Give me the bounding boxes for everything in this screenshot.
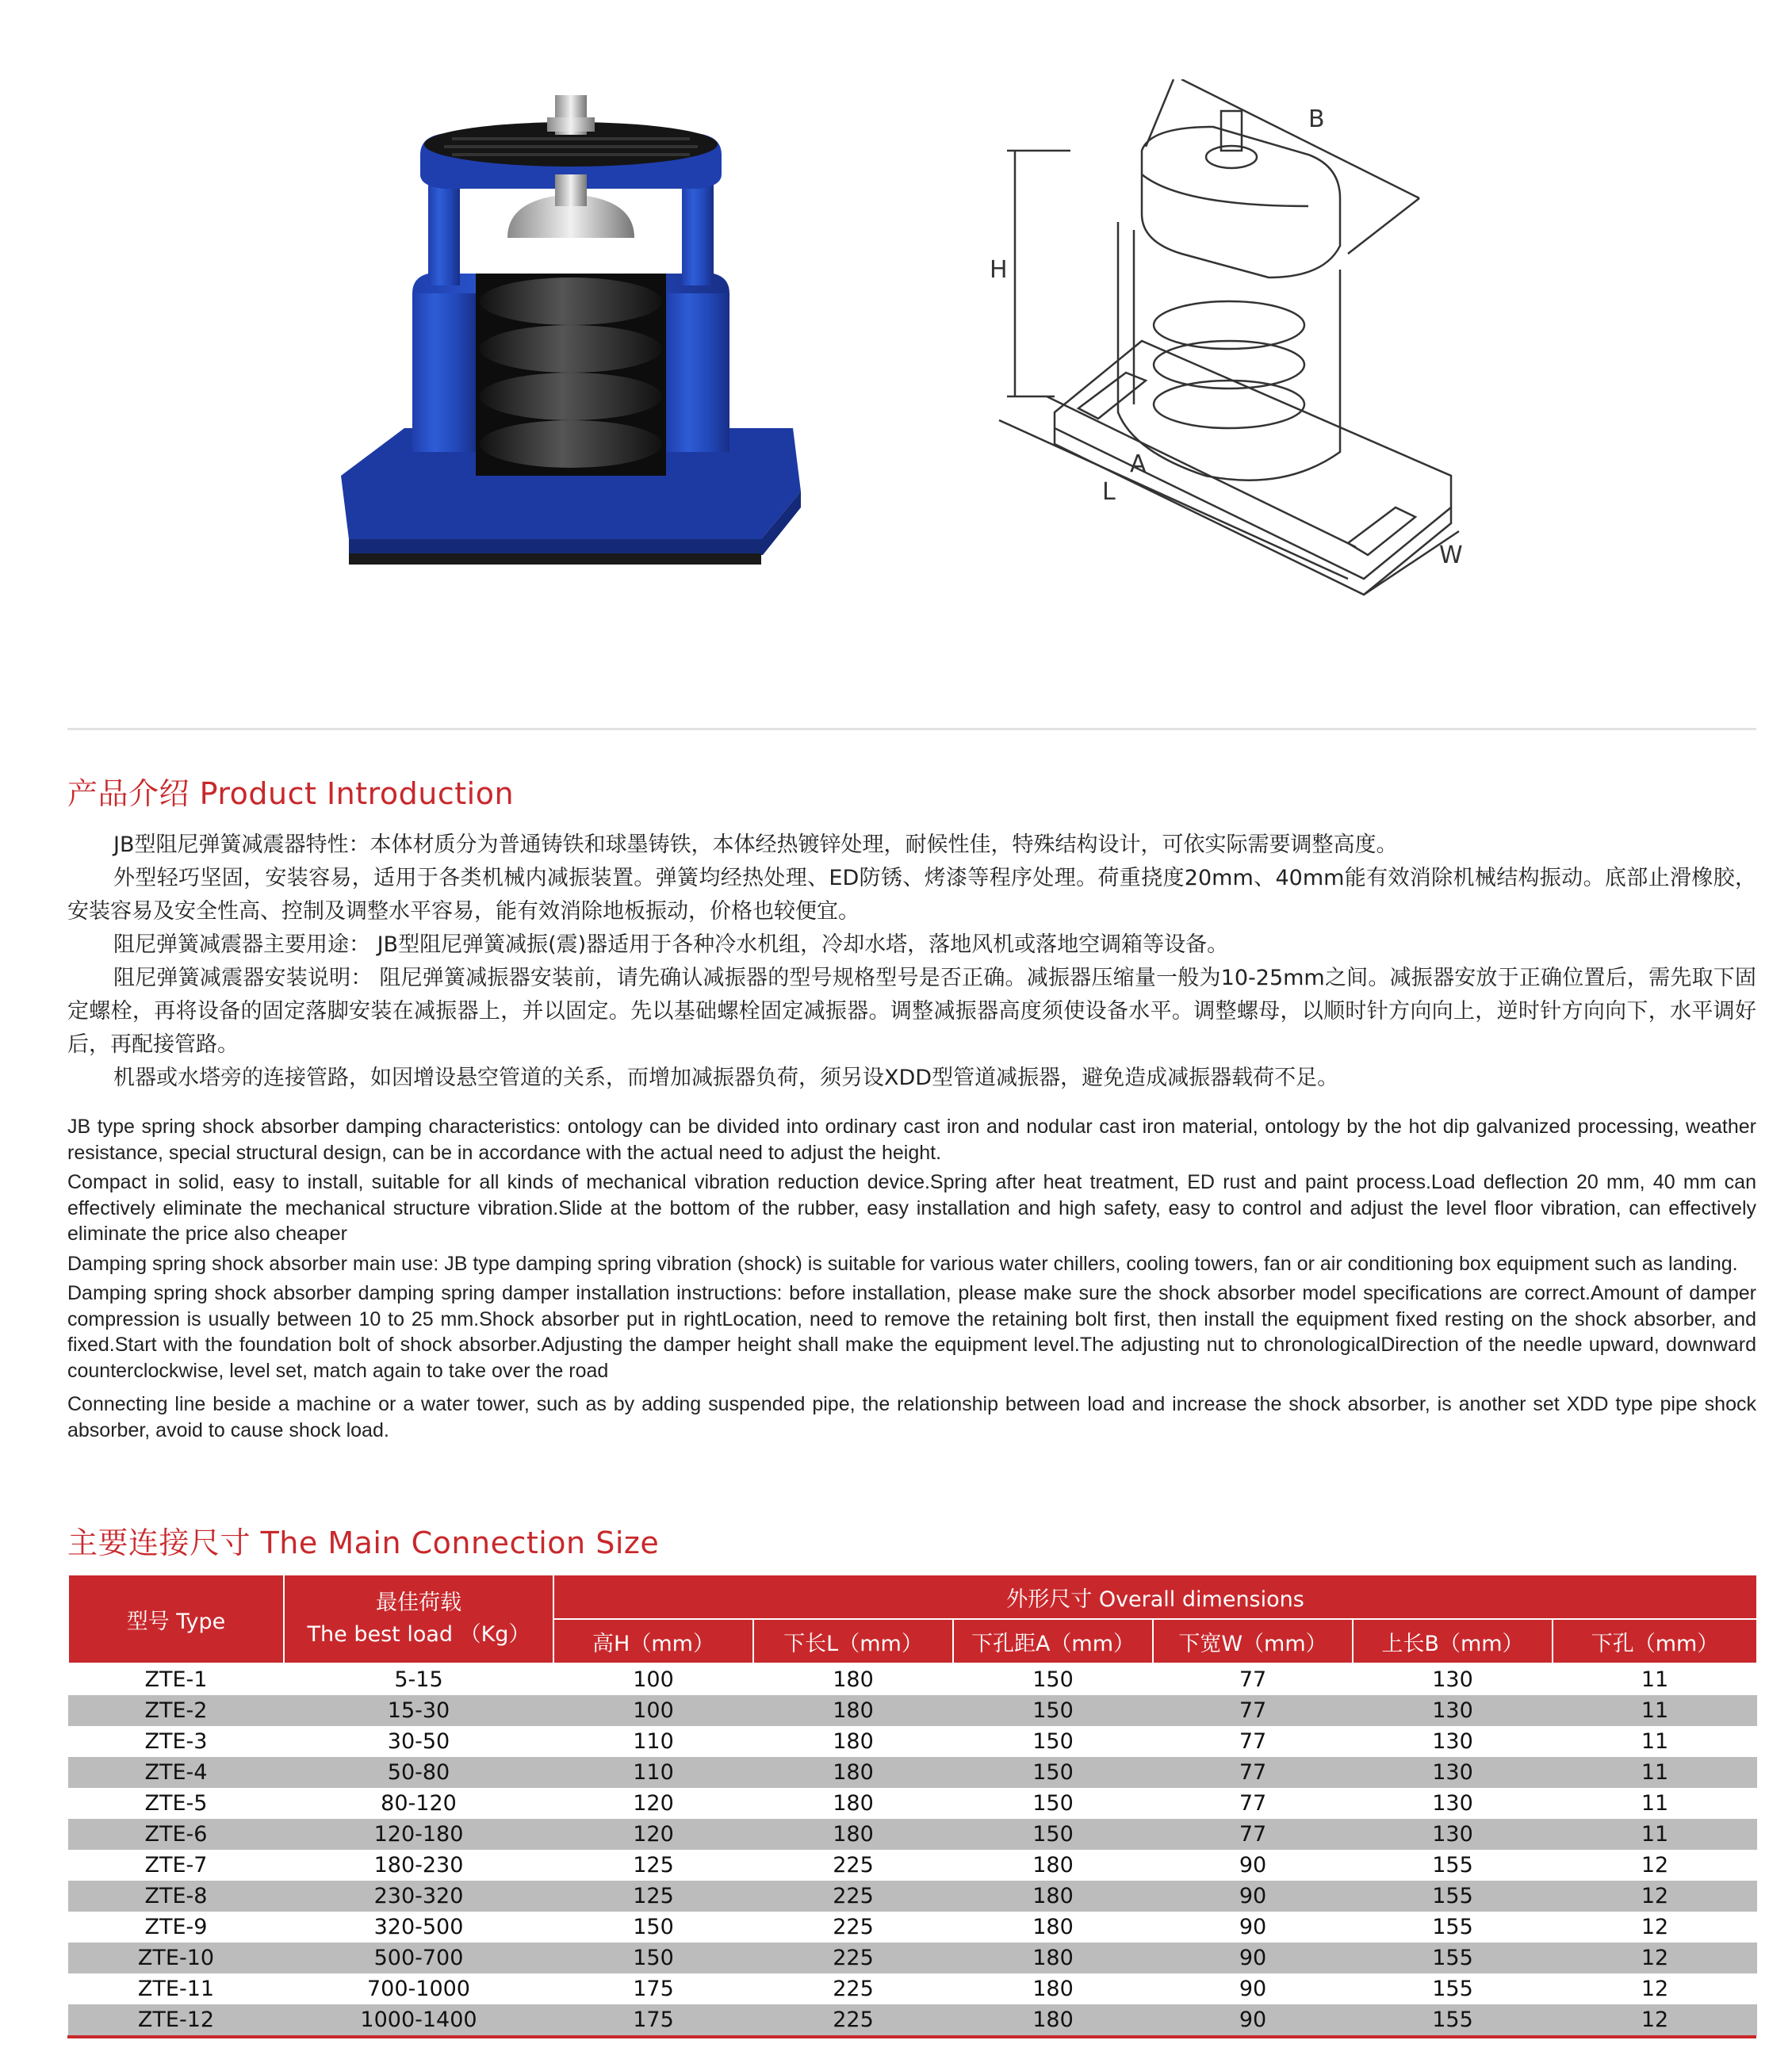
size-heading: 主要连接尺寸 The Main Connection Size [67,1525,660,1560]
cell-height: 120 [553,1819,753,1850]
header-lower-length: 下长L（mm） [753,1619,953,1663]
cell-type: ZTE-8 [68,1881,284,1912]
table-row [68,1726,1757,1757]
cell-hole-spacing: 150 [953,1757,1153,1788]
cell-height: 110 [553,1757,753,1788]
cell-lower-length: 225 [753,2004,953,2035]
table-row [68,1788,1757,1819]
cell-lower-width: 90 [1153,1973,1353,2004]
cell-hole-spacing: 150 [953,1788,1153,1819]
cell-type: ZTE-11 [68,1973,284,2004]
cell-hole-spacing: 150 [953,1695,1153,1726]
product-photo [317,79,825,571]
cell-lower-width: 77 [1153,1695,1353,1726]
en-paragraph: Connecting line beside a machine or a water tower, such as by adding suspended pipe, the relationship between load and increase the shock absorber, is another set XDD type pipe shock absorber, avoid to cause shock load. [67,1393,1756,1441]
table-row [68,1850,1757,1881]
table-row [68,2004,1757,2035]
cell-type: ZTE-7 [68,1850,284,1881]
en-paragraph: Compact in solid, easy to install, suitable for all kinds of mechanical vibration reduction device.Spring after heat treatment, ED rust and paint process.Load deflection 20 mm, 40 mm can effectively eliminate the mechanical structure vibration.Slide at the bottom of the rubber, easy installation and high safety, easy to control and adjust the level floor vibration, can effectively eliminate the price also cheaper [67,1171,1756,1245]
cell-upper-length: 155 [1353,1943,1553,1973]
cell-height: 175 [553,2004,753,2035]
cell-load: 180-230 [284,1850,553,1881]
cell-lower-hole: 12 [1553,1973,1757,2004]
cell-height: 175 [553,1973,753,2004]
cell-lower-width: 77 [1153,1663,1353,1695]
cell-lower-hole: 11 [1553,1757,1757,1788]
cn-paragraph: JB型阻尼弹簧减震器特性：本体材质分为普通铸铁和球墨铸铁，本体经热镀锌处理，耐候性佳，特殊结构设计，可依实际需要调整高度。 [113,833,1398,857]
dimension-drawing [975,79,1499,603]
cell-lower-length: 225 [753,1943,953,1973]
cell-lower-length: 180 [753,1726,953,1757]
dim-label-w: W [1439,542,1463,569]
cell-type: ZTE-4 [68,1757,284,1788]
cell-load: 120-180 [284,1819,553,1850]
size-table-body [68,1663,1757,2035]
cell-lower-hole: 11 [1553,1663,1757,1695]
cell-upper-length: 130 [1353,1663,1553,1695]
size-table-wrapper [67,1574,1756,2038]
header-type: 型号 Type [68,1575,284,1663]
header-height: 高H（mm） [553,1619,753,1663]
cell-upper-length: 130 [1353,1819,1553,1850]
cn-paragraph: 阻尼弹簧减震器安装说明： 阻尼弹簧减振器安装前，请先确认减振器的型号规格型号是否正确。减振器压缩量一般为10-25mm之间。减振器安放于正确位置后，需先取下固定螺栓，再将设备的固定落脚安装在减振器上，并以固定。先以基础螺栓固定减振器。调整减振器高度须使设备水平。调整螺母，以顺时针方向向上，逆时针方向向下，水平调好后，再配接管路。 [67,966,1756,1057]
cell-lower-hole: 12 [1553,1850,1757,1881]
cell-lower-width: 90 [1153,1881,1353,1912]
cell-hole-spacing: 180 [953,1943,1153,1973]
cell-type: ZTE-1 [68,1663,284,1695]
cell-lower-width: 77 [1153,1788,1353,1819]
cell-lower-length: 225 [753,1881,953,1912]
cell-lower-hole: 12 [1553,1881,1757,1912]
cell-lower-length: 180 [753,1788,953,1819]
cell-lower-length: 180 [753,1819,953,1850]
cell-upper-length: 155 [1353,1912,1553,1943]
cell-hole-spacing: 180 [953,1881,1153,1912]
cell-lower-hole: 11 [1553,1695,1757,1726]
cell-lower-hole: 11 [1553,1788,1757,1819]
cell-upper-length: 130 [1353,1695,1553,1726]
cell-upper-length: 155 [1353,1881,1553,1912]
cell-load: 700-1000 [284,1973,553,2004]
cell-upper-length: 155 [1353,1850,1553,1881]
header-best-load-cn: 最佳荷载 [376,1590,461,1615]
cell-upper-length: 155 [1353,1973,1553,2004]
cell-height: 150 [553,1912,753,1943]
dim-label-h: H [990,256,1008,284]
cell-hole-spacing: 180 [953,1912,1153,1943]
cell-load: 500-700 [284,1943,553,1973]
cn-paragraph: 机器或水塔旁的连接管路，如因增设悬空管道的关系，而增加减振器负荷，须另设XDD型管道减振器，避免造成减振器载荷不足。 [113,1066,1339,1090]
cell-upper-length: 155 [1353,2004,1553,2035]
cell-load: 5-15 [284,1663,553,1695]
cn-paragraph: 阻尼弹簧减震器主要用途： JB型阻尼弹簧减振(震)器适用于各种冷水机组，冷却水塔，落地风机或落地空调箱等设备。 [113,932,1229,957]
header-upper-length: 上长B（mm） [1353,1619,1553,1663]
cell-lower-width: 77 [1153,1757,1353,1788]
cell-height: 150 [553,1943,753,1973]
table-bottom-rule [67,2035,1756,2038]
cell-lower-length: 225 [753,1973,953,2004]
cell-upper-length: 130 [1353,1726,1553,1757]
cell-lower-length: 225 [753,1850,953,1881]
table-row [68,1695,1757,1726]
intro-english-text [67,1114,1756,1447]
cell-upper-length: 130 [1353,1757,1553,1788]
header-lower-hole: 下孔（mm） [1553,1619,1757,1663]
cell-height: 100 [553,1663,753,1695]
cell-lower-length: 180 [753,1757,953,1788]
cell-lower-length: 180 [753,1663,953,1695]
cell-load: 15-30 [284,1695,553,1726]
cell-lower-width: 90 [1153,1912,1353,1943]
cell-lower-hole: 12 [1553,1943,1757,1973]
cell-lower-width: 90 [1153,2004,1353,2035]
cell-height: 120 [553,1788,753,1819]
cell-lower-hole: 12 [1553,2004,1757,2035]
cn-paragraph: 外型轻巧坚固，安装容易，适用于各类机械内减振装置。弹簧均经热处理、ED防锈、烤漆等程序处理。荷重挠度20mm、40mm能有效消除机械结构振动。底部止滑橡胶，安装容易及安全性高、控制及调整水平容易，能有效消除地板振动，价格也较便宜。 [67,866,1756,924]
cell-hole-spacing: 180 [953,1850,1153,1881]
size-table [67,1574,1758,2035]
cell-hole-spacing: 180 [953,1973,1153,2004]
cell-lower-hole: 11 [1553,1819,1757,1850]
table-row [68,1973,1757,2004]
cell-height: 125 [553,1850,753,1881]
cell-type: ZTE-3 [68,1726,284,1757]
cell-lower-hole: 11 [1553,1726,1757,1757]
cell-load: 1000-1400 [284,2004,553,2035]
en-paragraph: Damping spring shock absorber damping spring damper installation instructions: before installation, please make sure the shock absorber model specifications are correct.Amount of damper compression is usually between 10 to 25 mm.Shock absorber put in rightLocation, need to remove the retaining bolt first, then install the equipment fixed resting on the shock absorber, and fixed.Start with the foundation bolt of shock absorber.Adjusting the damper height shall make the equipment level.The adjusting nut to chronologicalDirection of the needle upward, downward counterclockwise, level set, match again to take over the road [67,1282,1756,1382]
cell-lower-length: 180 [753,1695,953,1726]
cell-upper-length: 130 [1353,1788,1553,1819]
dim-label-a: A [1130,450,1147,478]
table-row [68,1912,1757,1943]
dim-label-l: L [1102,478,1116,506]
cell-hole-spacing: 150 [953,1819,1153,1850]
cell-height: 100 [553,1695,753,1726]
cell-lower-width: 77 [1153,1819,1353,1850]
dim-label-b: B [1308,105,1325,133]
cell-lower-width: 77 [1153,1726,1353,1757]
section-divider [67,728,1756,730]
table-row [68,1819,1757,1850]
cell-lower-width: 90 [1153,1943,1353,1973]
intro-heading: 产品介绍 Product Introduction [67,776,515,811]
cell-type: ZTE-2 [68,1695,284,1726]
cell-hole-spacing: 180 [953,2004,1153,2035]
cell-load: 30-50 [284,1726,553,1757]
table-row [68,1881,1757,1912]
header-best-load [284,1575,553,1663]
cell-hole-spacing: 150 [953,1726,1153,1757]
cell-load: 230-320 [284,1881,553,1912]
cell-lower-hole: 12 [1553,1912,1757,1943]
cell-type: ZTE-12 [68,2004,284,2035]
cell-type: ZTE-9 [68,1912,284,1943]
header-best-load-en: The best load （Kg） [307,1622,530,1647]
cell-hole-spacing: 150 [953,1663,1153,1695]
cell-height: 110 [553,1726,753,1757]
cell-load: 320-500 [284,1912,553,1943]
cell-type: ZTE-6 [68,1819,284,1850]
en-paragraph: Damping spring shock absorber main use: JB type damping spring vibration (shock) is suitable for various water chillers, cooling towers, fan or air conditioning box equipment such as landing. [67,1252,1738,1275]
cell-height: 125 [553,1881,753,1912]
figures-area [0,0,1792,714]
table-row [68,1757,1757,1788]
cell-load: 80-120 [284,1788,553,1819]
cell-lower-width: 90 [1153,1850,1353,1881]
cell-load: 50-80 [284,1757,553,1788]
intro-chinese-text [67,829,1756,1095]
en-paragraph: JB type spring shock absorber damping characteristics: ontology can be divided into ordinary cast iron and nodular cast iron material, ontology by the hot dip galvanized processing, weather resistance, special structural design, can be in accordance with the actual need to adjust the height. [67,1116,1756,1164]
cell-type: ZTE-10 [68,1943,284,1973]
cell-type: ZTE-5 [68,1788,284,1819]
table-row [68,1943,1757,1973]
cell-lower-length: 225 [753,1912,953,1943]
table-row [68,1663,1757,1695]
header-overall-dimensions: 外形尺寸 Overall dimensions [553,1575,1757,1619]
header-hole-spacing: 下孔距A（mm） [953,1619,1153,1663]
header-lower-width: 下宽W（mm） [1153,1619,1353,1663]
